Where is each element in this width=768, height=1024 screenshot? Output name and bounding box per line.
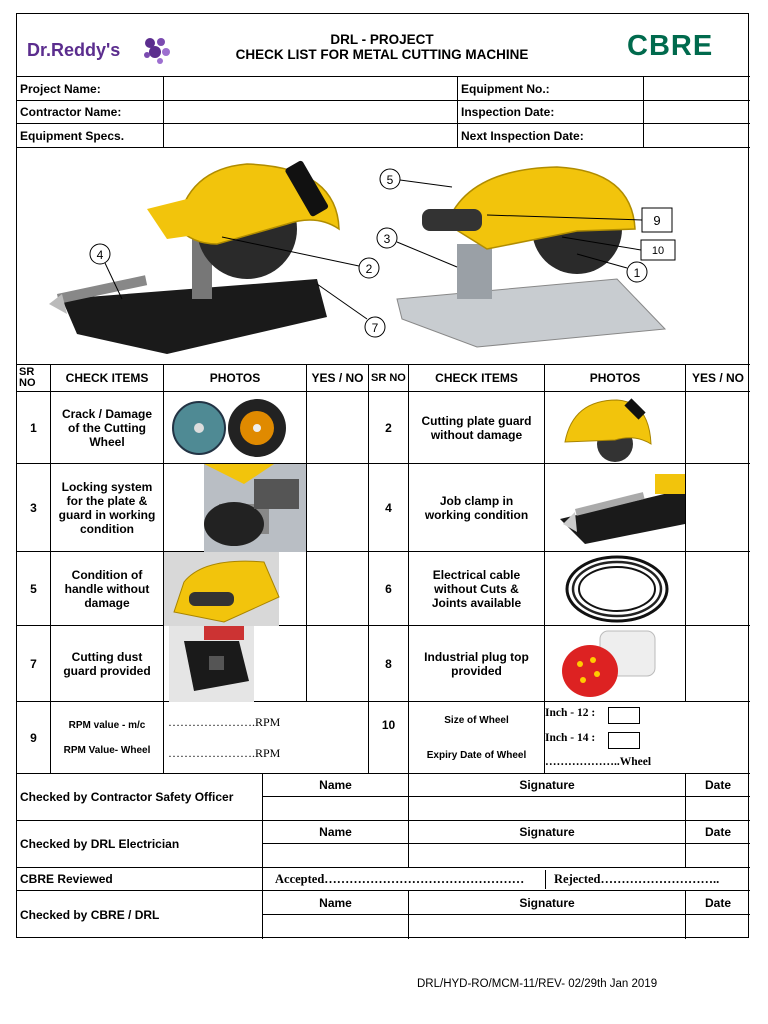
- contractor-name-label: Contractor Name:: [17, 101, 164, 124]
- sr-no-6: 6: [369, 552, 409, 626]
- equipment-no-label: Equipment No.:: [458, 77, 644, 101]
- photo-cell-1: [164, 392, 307, 464]
- date-header-2: Date: [686, 821, 750, 844]
- inch-12-label: Inch - 12 :: [545, 707, 596, 719]
- drl-logo: Dr.Reddy's: [27, 36, 177, 66]
- contractor-name-field[interactable]: [164, 101, 458, 124]
- name-header-2: Name: [263, 821, 409, 844]
- col-sr-no-right: SR NO: [369, 365, 409, 392]
- yes-no-3[interactable]: [307, 464, 369, 552]
- check-item-7: Cutting dust guard provided: [51, 626, 164, 702]
- date-field-1[interactable]: [686, 797, 750, 821]
- plate-guard-photo: [545, 392, 685, 464]
- checklist-form: [16, 13, 749, 938]
- signature-header-1: Signature: [409, 774, 686, 797]
- rpm-mc-label: RPM value - m/c: [68, 719, 146, 731]
- machine-diagram: [17, 149, 750, 364]
- yes-no-8[interactable]: [686, 626, 750, 702]
- cbre-reviewed-label: CBRE Reviewed: [17, 868, 263, 891]
- sr-no-8: 8: [369, 626, 409, 702]
- check-item-8: Industrial plug top provided: [409, 626, 545, 702]
- signature-field-2[interactable]: [409, 844, 686, 868]
- rpm-values[interactable]: [164, 702, 369, 774]
- callout-2: 2: [365, 262, 373, 276]
- check-item-6: Electrical cable without Cuts & Joints available: [409, 552, 545, 626]
- right-chop-saw: [397, 167, 665, 347]
- next-inspection-date-label: Next Inspection Date:: [458, 124, 644, 148]
- callout-5: 5: [386, 173, 394, 187]
- callout-4: 4: [96, 248, 104, 262]
- check-item-3: Locking system for the plate & guard in working condition: [51, 464, 164, 552]
- drl-electrician-label: Checked by DRL Electrician: [17, 821, 263, 868]
- equipment-no-field[interactable]: [644, 77, 750, 101]
- project-name-label: Project Name:: [17, 77, 164, 101]
- signature-header-2: Signature: [409, 821, 686, 844]
- expiry-date-label: Expiry Date of Wheel: [426, 749, 527, 761]
- name-header-3: Name: [263, 891, 409, 915]
- col-photos-right: PHOTOS: [545, 365, 686, 392]
- yes-no-4[interactable]: [686, 464, 750, 552]
- name-field-1[interactable]: [263, 797, 409, 821]
- signature-field-1[interactable]: [409, 797, 686, 821]
- date-field-3[interactable]: [686, 915, 750, 939]
- photo-cell-7: [164, 626, 307, 702]
- yes-no-2[interactable]: [686, 392, 750, 464]
- col-yesno-left: YES / NO: [307, 365, 369, 392]
- name-header-1: Name: [263, 774, 409, 797]
- drl-logo-mark-icon: [141, 35, 173, 65]
- callout-1: 1: [633, 266, 641, 280]
- sr-no-10: 10: [369, 702, 409, 774]
- col-yesno-right: YES / NO: [686, 365, 750, 392]
- col-photos-left: PHOTOS: [164, 365, 307, 392]
- photo-cell-2: [545, 392, 686, 464]
- equipment-specs-label: Equipment Specs.: [17, 124, 164, 148]
- callout-9: 9: [653, 213, 661, 228]
- yes-no-5[interactable]: [307, 552, 369, 626]
- sr-no-3: 3: [17, 464, 51, 552]
- photo-cell-5: [164, 552, 307, 626]
- next-inspection-date-field[interactable]: [644, 124, 750, 148]
- check-item-4: Job clamp in working condition: [409, 464, 545, 552]
- inch-12-checkbox[interactable]: [608, 707, 640, 724]
- date-field-2[interactable]: [686, 844, 750, 868]
- sr-no-4: 4: [369, 464, 409, 552]
- contractor-safety-label: Checked by Contractor Safety Officer: [17, 774, 263, 821]
- callout-7: 7: [371, 321, 379, 335]
- equipment-specs-field[interactable]: [164, 124, 458, 148]
- locking-system-photo: [164, 464, 306, 552]
- accepted-field[interactable]: Accepted…………………………………………: [263, 868, 540, 891]
- callout-3: 3: [383, 232, 391, 246]
- inspection-date-label: Inspection Date:: [458, 101, 644, 124]
- yes-no-7[interactable]: [307, 626, 369, 702]
- rpm-wheel-value[interactable]: ………………….RPM: [168, 745, 281, 760]
- photo-cell-6: [545, 552, 686, 626]
- photo-cell-4: [545, 464, 686, 552]
- col-check-items-right: CHECK ITEMS: [409, 365, 545, 392]
- industrial-plug-photo: [545, 626, 685, 702]
- signature-field-3[interactable]: [409, 915, 686, 939]
- rpm-mc-value[interactable]: ………………….RPM: [168, 714, 281, 729]
- name-field-2[interactable]: [263, 844, 409, 868]
- wheel-values: [545, 702, 750, 774]
- yes-no-6[interactable]: [686, 552, 750, 626]
- check-item-2: Cutting plate guard without damage: [409, 392, 545, 464]
- dust-guard-photo: [164, 626, 306, 702]
- date-header-1: Date: [686, 774, 750, 797]
- name-field-3[interactable]: [263, 915, 409, 939]
- size-of-wheel-label: Size of Wheel: [444, 714, 509, 726]
- sr-no-7: 7: [17, 626, 51, 702]
- inspection-date-field[interactable]: [644, 101, 750, 124]
- cbre-logo: CBRE: [627, 30, 714, 62]
- rejected-field[interactable]: Rejected………………………..: [540, 868, 750, 891]
- yes-no-1[interactable]: [307, 392, 369, 464]
- page-title: DRL - PROJECT CHECK LIST FOR METAL CUTTING MACHINE: [235, 32, 529, 62]
- job-clamp-photo: [545, 464, 685, 552]
- rpm-labels: [51, 702, 164, 774]
- handle-photo: [164, 552, 306, 626]
- photo-cell-8: [545, 626, 686, 702]
- date-header-3: Date: [686, 891, 750, 915]
- col-check-items-left: CHECK ITEMS: [51, 365, 164, 392]
- col-sr-no-left: SR NO: [17, 365, 51, 392]
- electrical-cable-photo: [545, 552, 685, 626]
- sr-no-1: 1: [17, 392, 51, 464]
- cutting-wheel-photo: [164, 392, 306, 464]
- signature-header-3: Signature: [409, 891, 686, 915]
- inch-14-label: Inch - 14 :: [545, 732, 596, 744]
- photo-cell-3: [164, 464, 307, 552]
- sr-no-5: 5: [17, 552, 51, 626]
- sr-no-2: 2: [369, 392, 409, 464]
- rpm-wheel-label: RPM Value- Wheel: [63, 744, 151, 756]
- inch-14-checkbox[interactable]: [608, 732, 640, 749]
- callout-10: 10: [651, 245, 665, 257]
- check-item-5: Condition of handle without damage: [51, 552, 164, 626]
- wheel-expiry-value[interactable]: ………………..Wheel: [545, 756, 652, 768]
- document-reference: DRL/HYD-RO/MCM-11/REV- 02/29th Jan 2019: [417, 978, 658, 990]
- check-item-1: Crack / Damage of the Cutting Wheel: [51, 392, 164, 464]
- cbre-drl-label: Checked by CBRE / DRL: [17, 891, 263, 939]
- project-name-field[interactable]: [164, 77, 458, 101]
- wheel-labels: [409, 702, 545, 774]
- sr-no-9: 9: [17, 702, 51, 774]
